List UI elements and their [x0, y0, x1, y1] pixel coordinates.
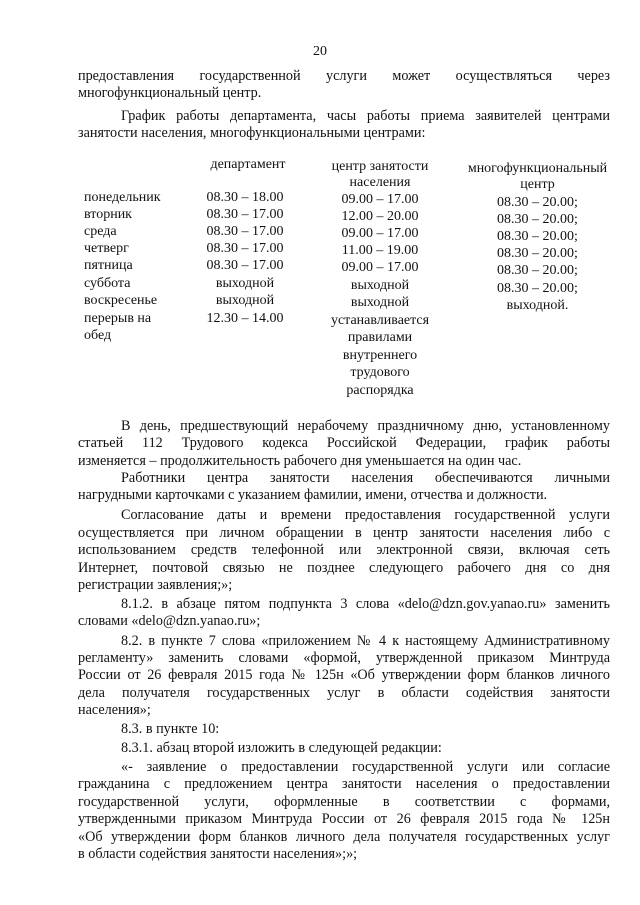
mfc-hours: 08.30 – 20.00; — [497, 281, 578, 296]
day-label: пятница — [84, 258, 133, 273]
paragraph-line: регламенту» заменить словами «формой, утвержденной приказом Минтруда — [78, 650, 610, 666]
paragraph-line: 8.1.2. в абзаце пятом подпункта 3 слова «delo@dzn.gov.yanao.ru» заменить — [121, 596, 610, 612]
employment-center-hours: выходной — [350, 278, 410, 293]
day-label: воскресенье — [84, 293, 158, 308]
paragraph-line: Интернет, почтовой связью не позднее следующего рабочего дня со дня — [78, 560, 610, 576]
paragraph-line: статьей 112 Трудового кодекса Российской Федерации, график работы — [78, 435, 610, 451]
department-hours: выходной — [215, 276, 275, 291]
paragraph-line: словами «delo@dzn.yanao.ru»; — [78, 613, 261, 629]
day-label: суббота — [84, 276, 131, 291]
department-hours: 08.30 – 17.00 — [206, 241, 284, 256]
day-label: вторник — [84, 207, 132, 222]
day-label: среда — [84, 224, 117, 239]
header-mfc: многофункциональный — [467, 161, 608, 176]
employment-center-hours: 09.00 – 17.00 — [341, 260, 419, 275]
paragraph-line: утвержденными приказом Минтруда России от 26 февраля 2015 года № 125н — [78, 811, 610, 827]
employment-center-hours: 09.00 – 17.00 — [341, 226, 419, 241]
day-label: перерыв на — [84, 311, 152, 326]
paragraph-line: Работники центра занятости населения обеспечиваются личными — [121, 470, 610, 486]
employment-center-hours: внутреннего — [342, 348, 418, 363]
department-hours: выходной — [215, 293, 275, 308]
paragraph-line: 8.3. в пункте 10: — [121, 721, 220, 737]
intro-line: многофункциональный центр. — [78, 85, 262, 101]
day-label: обед — [84, 328, 112, 343]
paragraph-line: 8.2. в пункте 7 слова «приложением № 4 к настоящему Административному — [121, 633, 610, 649]
department-hours: 08.30 – 17.00 — [206, 207, 284, 222]
department-hours: 12.30 – 14.00 — [206, 311, 284, 326]
employment-center-hours: 09.00 – 17.00 — [341, 192, 419, 207]
department-hours: 08.30 – 17.00 — [206, 258, 284, 273]
paragraph-line: гражданина с предложением центра занятости населения о предоставлении — [78, 776, 610, 792]
paragraph-line: изменяется – продолжительность рабочего дня уменьшается на один час. — [78, 453, 522, 469]
employment-center-hours: устанавливается — [330, 313, 430, 328]
intro-line: предоставления государственной услуги может осуществляться через — [78, 68, 610, 84]
day-label: четверг — [84, 241, 129, 256]
employment-center-hours: распорядка — [346, 383, 414, 398]
paragraph-line: использованием средств телефонной или электронной связи, включая сеть — [78, 542, 610, 558]
header-employment-center: центр занятости — [331, 159, 429, 174]
employment-center-hours: 11.00 – 19.00 — [341, 243, 419, 258]
schedule-intro-line: График работы департамента, часы работы приема заявителей центрами — [121, 108, 610, 124]
paragraph-line: России от 26 февраля 2015 года № 125н «Об утверждении форм бланков личного — [78, 667, 610, 683]
paragraph-line: дела получателя государственных услуг в области содействия занятости — [78, 685, 610, 701]
mfc-hours: выходной. — [506, 298, 569, 313]
paragraph-line: регистрации заявления;»; — [78, 577, 233, 593]
mfc-hours: 08.30 – 20.00; — [497, 263, 578, 278]
paragraph-line: населения»; — [78, 702, 151, 718]
page-number: 20 — [313, 44, 327, 59]
schedule-intro-line: занятости населения, многофункциональными центрами: — [78, 125, 426, 141]
paragraph-line: осуществляется при личном обращении в центр занятости населения либо с — [78, 525, 610, 541]
paragraph-line: «Об утверждении форм бланков личного дела получателя государственных услуг — [78, 829, 610, 845]
employment-center-hours: трудового — [350, 365, 410, 380]
mfc-hours: 08.30 – 20.00; — [497, 229, 578, 244]
mfc-hours: 08.30 – 20.00; — [497, 246, 578, 261]
mfc-hours: 08.30 – 20.00; — [497, 212, 578, 227]
paragraph-line: в области содействия занятости населения»;»; — [78, 846, 358, 862]
employment-center-hours: 12.00 – 20.00 — [341, 209, 419, 224]
department-hours: 08.30 – 17.00 — [206, 224, 284, 239]
header-employment-center: населения — [349, 175, 411, 190]
paragraph-line: 8.3.1. абзац второй изложить в следующей редакции: — [121, 740, 442, 756]
paragraph-line: нагрудными карточками с указанием фамилии, имени, отчества и должности. — [78, 487, 548, 503]
paragraph-line: государственной услуги, оформленные в соответствии с формами, — [78, 794, 610, 810]
paragraph-line: В день, предшествующий нерабочему праздничному дню, установленному — [121, 418, 610, 434]
department-hours: 08.30 – 18.00 — [206, 190, 284, 205]
employment-center-hours: правилами — [347, 330, 413, 345]
day-label: понедельник — [84, 190, 161, 205]
employment-center-hours: выходной — [350, 295, 410, 310]
paragraph-line: Согласование даты и времени предоставления государственной услуги — [121, 507, 610, 523]
header-department: департамент — [210, 157, 286, 172]
mfc-hours: 08.30 – 20.00; — [497, 195, 578, 210]
header-mfc: центр — [520, 177, 555, 192]
paragraph-line: «- заявление о предоставлении государственной услуги или согласие — [121, 759, 610, 775]
